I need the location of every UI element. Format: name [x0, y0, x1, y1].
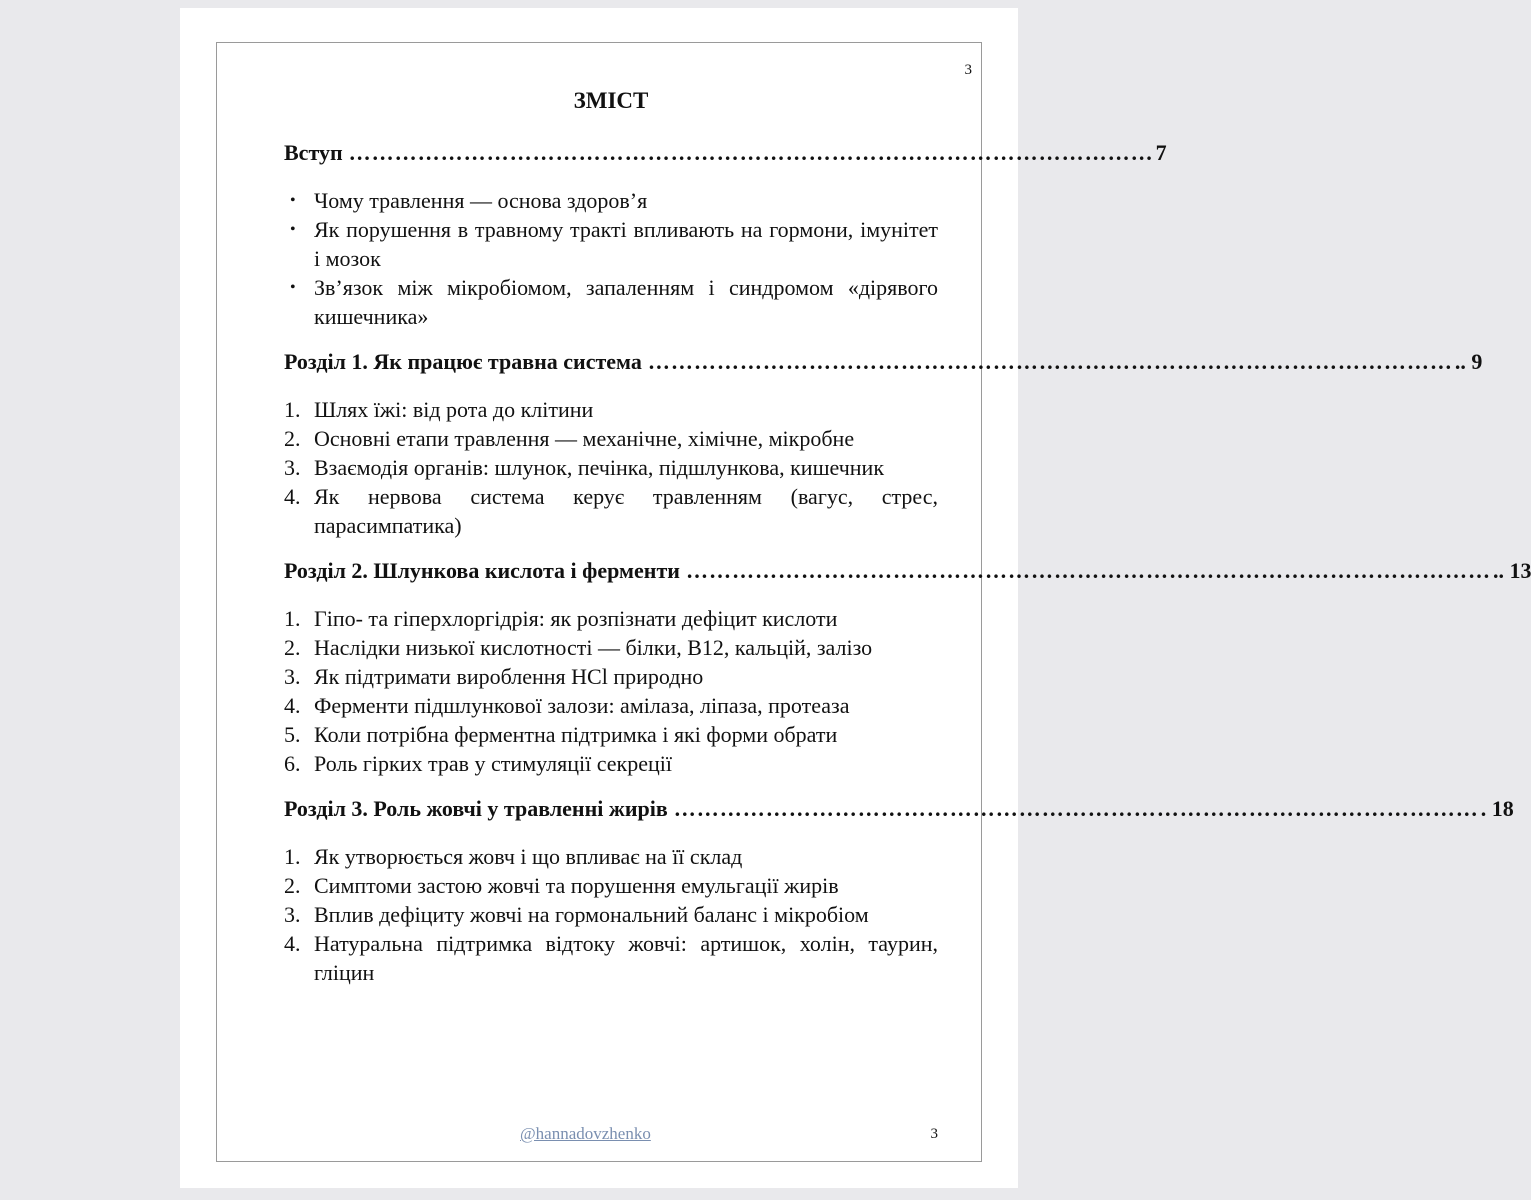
- list-number: 3.: [284, 902, 301, 927]
- list-item: [284, 691, 938, 720]
- list-number: 4.: [284, 931, 301, 956]
- list-item: [284, 424, 938, 453]
- list-item-text: Ферменти підшлункової залози: амілаза, ліпаза, протеаза: [314, 693, 850, 718]
- list-item-text: Як нервова система керує травленням (вагус, стрес, парасимпатика): [314, 484, 938, 538]
- list-item-text: Коли потрібна ферментна підтримка і які форми обрати: [314, 722, 838, 747]
- toc-subitems-list: [284, 604, 938, 778]
- list-number: 1.: [284, 844, 301, 869]
- list-item: [284, 273, 938, 331]
- list-item-text: Як підтримати вироблення HCl природно: [314, 664, 704, 689]
- toc-heading-section-2[interactable]: [284, 556, 1531, 586]
- list-item-text: Чому травлення — основа здоров’я: [314, 188, 648, 213]
- toc-heading-text: Вступ: [284, 140, 343, 165]
- list-number: 2.: [284, 873, 301, 898]
- list-number: 4.: [284, 693, 301, 718]
- list-item-text: Зв’язок між мікробіомом, запаленням і синдромом «дірявого кишечника»: [314, 275, 938, 329]
- list-item: [284, 482, 938, 540]
- list-item: [284, 929, 938, 987]
- toc-page-number: .. 13: [1492, 558, 1531, 583]
- document-page: [180, 8, 1531, 1188]
- table-of-contents: [284, 88, 1531, 1003]
- toc-heading-text: Розділ 1. Як працює травна система: [284, 349, 642, 374]
- list-item-text: Як утворюється жовч і що впливає на її склад: [314, 844, 743, 869]
- list-item-text: Як порушення в травному тракті впливають на гормони, імунітет і мозок: [314, 217, 938, 271]
- list-item: [284, 842, 938, 871]
- toc-dot-leader: ……………………………………………………………………………………………: [647, 349, 1453, 374]
- toc-dot-leader: ……………………………………………………………………………………………: [348, 140, 1154, 165]
- toc-dot-leader: ……………………………………………………………………………………………: [673, 796, 1479, 821]
- toc-subitems-list: [284, 395, 938, 540]
- toc-dot-leader: ……………………………………………………………………………………………: [685, 558, 1491, 583]
- list-item: [284, 720, 938, 749]
- list-item: [284, 453, 938, 482]
- list-number: 5.: [284, 722, 301, 747]
- list-item-text: Гіпо- та гіперхлоргідрія: як розпізнати дефіцит кислоти: [314, 606, 838, 631]
- list-item-text: Взаємодія органів: шлунок, печінка, підшлункова, кишечник: [314, 455, 885, 480]
- toc-subitems-list: [284, 842, 938, 987]
- list-item: [284, 186, 938, 215]
- list-item: [284, 662, 938, 691]
- bullet-icon: •: [290, 279, 296, 296]
- author-handle-link[interactable]: @hannadovzhenko: [520, 1124, 651, 1143]
- list-number: 2.: [284, 426, 301, 451]
- list-item: [284, 604, 938, 633]
- list-item-text: Вплив дефіциту жовчі на гормональний баланс і мікробіом: [314, 902, 869, 927]
- toc-heading-section-0[interactable]: [284, 138, 1167, 168]
- toc-sections: [284, 138, 1531, 987]
- page-number-top: 3: [964, 62, 972, 78]
- toc-subitems-list: [284, 186, 938, 331]
- list-item-text: Шлях їжі: від рота до клітини: [314, 397, 594, 422]
- toc-heading-text: Розділ 3. Роль жовчі у травленні жирів: [284, 796, 668, 821]
- list-item-text: Наслідки низької кислотності — білки, B12, кальцій, залізо: [314, 635, 873, 660]
- toc-heading-section-3[interactable]: [284, 794, 1514, 824]
- list-item-text: Роль гірких трав у стимуляції секреції: [314, 751, 672, 776]
- list-item: [284, 633, 938, 662]
- toc-page-number: 7: [1155, 140, 1167, 165]
- list-number: 3.: [284, 664, 301, 689]
- toc-heading-section-1[interactable]: [284, 347, 1483, 377]
- toc-heading-text: Розділ 2. Шлункова кислота і ферменти: [284, 558, 680, 583]
- page-number-bottom: 3: [930, 1126, 938, 1142]
- page-title: ЗМІСТ: [573, 88, 649, 113]
- list-item-text: Основні етапи травлення — механічне, хімічне, мікробне: [314, 426, 855, 451]
- list-number: 1.: [284, 606, 301, 631]
- list-number: 4.: [284, 484, 301, 509]
- list-item: [284, 900, 938, 929]
- list-item: [284, 395, 938, 424]
- list-number: 6.: [284, 751, 301, 776]
- toc-page-number: .. 9: [1454, 349, 1483, 374]
- list-number: 3.: [284, 455, 301, 480]
- list-item-text: Симптоми застою жовчі та порушення емульгації жирів: [314, 873, 839, 898]
- list-item: [284, 215, 938, 273]
- bullet-icon: •: [290, 192, 296, 209]
- list-number: 2.: [284, 635, 301, 660]
- toc-page-number: . 18: [1480, 796, 1514, 821]
- bullet-icon: •: [290, 221, 296, 238]
- list-number: 1.: [284, 397, 301, 422]
- list-item: [284, 749, 938, 778]
- list-item-text: Натуральна підтримка відтоку жовчі: артишок, холін, таурин, гліцин: [314, 931, 938, 985]
- list-item: [284, 871, 938, 900]
